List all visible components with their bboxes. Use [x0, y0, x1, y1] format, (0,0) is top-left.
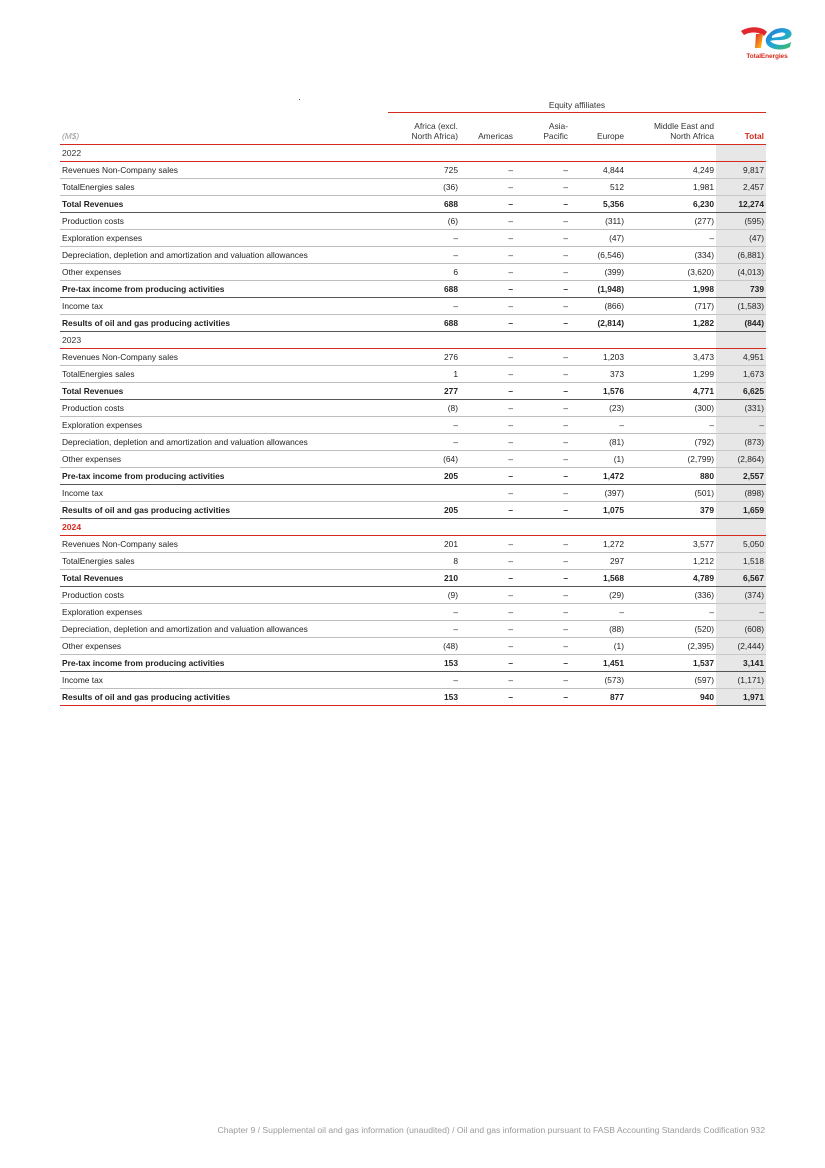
- value-cell: 4,249: [626, 162, 716, 179]
- value-cell: –: [515, 162, 570, 179]
- col-header-americas: [460, 113, 515, 145]
- total-cell: 9,817: [716, 162, 766, 179]
- logo-text: TotalEnergies: [746, 53, 788, 60]
- col-header-line: Africa (excl.: [414, 121, 458, 131]
- col-header-line: Americas: [478, 131, 513, 141]
- value-cell: 210: [388, 570, 460, 587]
- row-label: Production costs: [60, 400, 388, 417]
- value-cell: 940: [626, 689, 716, 706]
- value-cell: –: [460, 485, 515, 502]
- row-label: Income tax: [60, 672, 388, 689]
- table-row: [60, 400, 766, 417]
- total-cell: (331): [716, 400, 766, 417]
- year-header-blank: [570, 332, 626, 349]
- year-header-blank: [460, 519, 515, 536]
- value-cell: –: [388, 230, 460, 247]
- table-row: [60, 485, 766, 502]
- total-cell: 6,567: [716, 570, 766, 587]
- year-header-blank: [570, 519, 626, 536]
- total-cell: 1,673: [716, 366, 766, 383]
- value-cell: –: [515, 366, 570, 383]
- table-row: [60, 536, 766, 553]
- value-cell: (866): [570, 298, 626, 315]
- value-cell: 1,203: [570, 349, 626, 366]
- row-label: TotalEnergies sales: [60, 553, 388, 570]
- value-cell: –: [515, 536, 570, 553]
- value-cell: (520): [626, 621, 716, 638]
- value-cell: (36): [388, 179, 460, 196]
- total-cell: (2,864): [716, 451, 766, 468]
- total-cell: (595): [716, 213, 766, 230]
- row-label: TotalEnergies sales: [60, 179, 388, 196]
- row-label: Exploration expenses: [60, 604, 388, 621]
- row-label: Total Revenues: [60, 383, 388, 400]
- year-label: 2022: [60, 145, 388, 162]
- row-label: Other expenses: [60, 451, 388, 468]
- year-header-blank: [515, 332, 570, 349]
- table-row: [60, 247, 766, 264]
- table-row: [60, 587, 766, 604]
- value-cell: –: [460, 383, 515, 400]
- total-cell: 12,274: [716, 196, 766, 213]
- table-row: [60, 655, 766, 672]
- total-cell: (2,444): [716, 638, 766, 655]
- value-cell: 277: [388, 383, 460, 400]
- year-label: 2024: [60, 519, 388, 536]
- col-header-europe: [570, 113, 626, 145]
- year-header-blank: [716, 519, 766, 536]
- value-cell: –: [515, 655, 570, 672]
- value-cell: –: [460, 366, 515, 383]
- totalenergies-logo-icon: [737, 22, 797, 52]
- col-header-total: [716, 113, 766, 145]
- row-label: Other expenses: [60, 264, 388, 281]
- value-cell: 1,272: [570, 536, 626, 553]
- value-cell: –: [515, 451, 570, 468]
- value-cell: 1,075: [570, 502, 626, 519]
- row-label: TotalEnergies sales: [60, 366, 388, 383]
- value-cell: (792): [626, 434, 716, 451]
- value-cell: –: [460, 672, 515, 689]
- value-cell: (397): [570, 485, 626, 502]
- year-header-row: [60, 519, 766, 536]
- value-cell: –: [515, 315, 570, 332]
- year-header-blank: [388, 332, 460, 349]
- value-cell: –: [515, 689, 570, 706]
- total-cell: (6,881): [716, 247, 766, 264]
- value-cell: –: [460, 655, 515, 672]
- value-cell: –: [460, 502, 515, 519]
- table-row: [60, 689, 766, 706]
- value-cell: (9): [388, 587, 460, 604]
- table-row: [60, 570, 766, 587]
- year-header-blank: [460, 332, 515, 349]
- value-cell: –: [515, 672, 570, 689]
- value-cell: –: [515, 349, 570, 366]
- year-header-row: [60, 145, 766, 162]
- value-cell: 4,789: [626, 570, 716, 587]
- value-cell: 877: [570, 689, 626, 706]
- value-cell: (399): [570, 264, 626, 281]
- value-cell: (2,395): [626, 638, 716, 655]
- value-cell: –: [460, 281, 515, 298]
- col-header-line: North Africa): [411, 131, 458, 141]
- value-cell: –: [515, 230, 570, 247]
- value-cell: (1): [570, 638, 626, 655]
- col-header-line: Pacific: [543, 131, 568, 141]
- row-label: Results of oil and gas producing activities: [60, 689, 388, 706]
- table-row: [60, 672, 766, 689]
- table-body: [60, 145, 766, 706]
- table-row: [60, 196, 766, 213]
- value-cell: –: [515, 553, 570, 570]
- unit-label: (M$): [60, 113, 388, 145]
- value-cell: (48): [388, 638, 460, 655]
- table-row: [60, 349, 766, 366]
- value-cell: –: [388, 621, 460, 638]
- total-cell: (47): [716, 230, 766, 247]
- year-header-blank: [388, 145, 460, 162]
- col-header-asia-pacific: [515, 113, 570, 145]
- value-cell: –: [388, 604, 460, 621]
- row-label: Production costs: [60, 213, 388, 230]
- value-cell: 1,576: [570, 383, 626, 400]
- year-label: 2023: [60, 332, 388, 349]
- table-row: [60, 502, 766, 519]
- value-cell: 1,998: [626, 281, 716, 298]
- col-header-line: Middle East and: [653, 121, 714, 131]
- value-cell: –: [515, 485, 570, 502]
- value-cell: –: [515, 196, 570, 213]
- total-cell: 2,457: [716, 179, 766, 196]
- value-cell: (64): [388, 451, 460, 468]
- value-cell: 880: [626, 468, 716, 485]
- value-cell: –: [460, 417, 515, 434]
- value-cell: –: [460, 247, 515, 264]
- row-label: Total Revenues: [60, 196, 388, 213]
- year-header-blank: [515, 145, 570, 162]
- value-cell: –: [460, 349, 515, 366]
- value-cell: –: [460, 179, 515, 196]
- value-cell: (23): [570, 400, 626, 417]
- value-cell: –: [460, 621, 515, 638]
- table-row: [60, 315, 766, 332]
- value-cell: 1,299: [626, 366, 716, 383]
- table-row: [60, 298, 766, 315]
- table-row: [60, 179, 766, 196]
- value-cell: –: [515, 400, 570, 417]
- value-cell: –: [388, 298, 460, 315]
- value-cell: 1,282: [626, 315, 716, 332]
- value-cell: 153: [388, 655, 460, 672]
- group-header-spacer: [60, 98, 388, 113]
- value-cell: 1,568: [570, 570, 626, 587]
- value-cell: –: [515, 434, 570, 451]
- value-cell: 276: [388, 349, 460, 366]
- total-cell: 6,625: [716, 383, 766, 400]
- value-cell: (2,814): [570, 315, 626, 332]
- value-cell: –: [388, 247, 460, 264]
- value-cell: –: [460, 570, 515, 587]
- value-cell: (300): [626, 400, 716, 417]
- value-cell: 1,472: [570, 468, 626, 485]
- year-header-blank: [716, 332, 766, 349]
- row-label: Production costs: [60, 587, 388, 604]
- table-row: [60, 468, 766, 485]
- row-label: Depreciation, depletion and amortization and valuation allowances: [60, 434, 388, 451]
- value-cell: (277): [626, 213, 716, 230]
- value-cell: –: [515, 587, 570, 604]
- value-cell: –: [515, 247, 570, 264]
- value-cell: (6): [388, 213, 460, 230]
- value-cell: –: [460, 451, 515, 468]
- year-header-blank: [716, 145, 766, 162]
- value-cell: 1,212: [626, 553, 716, 570]
- value-cell: [388, 485, 460, 502]
- value-cell: –: [515, 638, 570, 655]
- row-label: Results of oil and gas producing activities: [60, 502, 388, 519]
- table-row: [60, 451, 766, 468]
- value-cell: (1): [570, 451, 626, 468]
- value-cell: –: [460, 587, 515, 604]
- table-row: [60, 604, 766, 621]
- year-header-blank: [626, 332, 716, 349]
- table-row: [60, 383, 766, 400]
- value-cell: 1: [388, 366, 460, 383]
- row-label: Exploration expenses: [60, 230, 388, 247]
- value-cell: (336): [626, 587, 716, 604]
- year-header-blank: [570, 145, 626, 162]
- row-label: Revenues Non-Company sales: [60, 349, 388, 366]
- value-cell: (6,546): [570, 247, 626, 264]
- value-cell: –: [460, 689, 515, 706]
- page-footer: Chapter 9 / Supplemental oil and gas information (unaudited) / Oil and gas information pursuant to FASB Accounting Standards Codification 932: [217, 1125, 765, 1135]
- row-label: Pre-tax income from producing activities: [60, 655, 388, 672]
- value-cell: 512: [570, 179, 626, 196]
- year-header-blank: [460, 145, 515, 162]
- total-cell: (4,013): [716, 264, 766, 281]
- value-cell: –: [626, 604, 716, 621]
- value-cell: (8): [388, 400, 460, 417]
- value-cell: 3,473: [626, 349, 716, 366]
- value-cell: 688: [388, 315, 460, 332]
- table-row: [60, 434, 766, 451]
- row-label: Pre-tax income from producing activities: [60, 468, 388, 485]
- value-cell: –: [515, 468, 570, 485]
- row-label: Revenues Non-Company sales: [60, 536, 388, 553]
- table-row: [60, 553, 766, 570]
- group-header-label: Equity affiliates: [388, 98, 766, 113]
- value-cell: (1,948): [570, 281, 626, 298]
- value-cell: 379: [626, 502, 716, 519]
- value-cell: –: [515, 264, 570, 281]
- value-cell: (81): [570, 434, 626, 451]
- value-cell: –: [626, 230, 716, 247]
- value-cell: –: [460, 638, 515, 655]
- total-cell: (844): [716, 315, 766, 332]
- value-cell: –: [515, 621, 570, 638]
- total-cell: (1,171): [716, 672, 766, 689]
- value-cell: –: [460, 298, 515, 315]
- total-cell: (374): [716, 587, 766, 604]
- total-cell: 2,557: [716, 468, 766, 485]
- value-cell: 6,230: [626, 196, 716, 213]
- value-cell: –: [515, 179, 570, 196]
- table-row: [60, 264, 766, 281]
- value-cell: –: [515, 383, 570, 400]
- value-cell: –: [460, 264, 515, 281]
- value-cell: (573): [570, 672, 626, 689]
- table-row: [60, 213, 766, 230]
- value-cell: 1,451: [570, 655, 626, 672]
- group-header-row: [60, 98, 766, 113]
- value-cell: –: [388, 434, 460, 451]
- value-cell: (2,799): [626, 451, 716, 468]
- value-cell: –: [460, 468, 515, 485]
- value-cell: –: [460, 315, 515, 332]
- row-label: Exploration expenses: [60, 417, 388, 434]
- value-cell: 688: [388, 281, 460, 298]
- value-cell: 205: [388, 502, 460, 519]
- value-cell: 6: [388, 264, 460, 281]
- value-cell: 4,844: [570, 162, 626, 179]
- col-header-middle-east: [626, 113, 716, 145]
- table-row: [60, 162, 766, 179]
- row-label: Results of oil and gas producing activities: [60, 315, 388, 332]
- col-header-africa: [388, 113, 460, 145]
- value-cell: 201: [388, 536, 460, 553]
- total-cell: –: [716, 417, 766, 434]
- value-cell: (334): [626, 247, 716, 264]
- row-label: Other expenses: [60, 638, 388, 655]
- value-cell: –: [515, 570, 570, 587]
- value-cell: –: [515, 298, 570, 315]
- total-cell: 3,141: [716, 655, 766, 672]
- row-label: Total Revenues: [60, 570, 388, 587]
- value-cell: –: [515, 604, 570, 621]
- row-label: Depreciation, depletion and amortization and valuation allowances: [60, 621, 388, 638]
- value-cell: (3,620): [626, 264, 716, 281]
- column-header-row: [60, 113, 766, 145]
- value-cell: 297: [570, 553, 626, 570]
- value-cell: 1,537: [626, 655, 716, 672]
- value-cell: –: [515, 417, 570, 434]
- row-label: Depreciation, depletion and amortization and valuation allowances: [60, 247, 388, 264]
- year-header-blank: [626, 145, 716, 162]
- value-cell: 4,771: [626, 383, 716, 400]
- value-cell: 688: [388, 196, 460, 213]
- col-header-line: Asia-: [548, 121, 568, 131]
- year-header-row: [60, 332, 766, 349]
- value-cell: 3,577: [626, 536, 716, 553]
- value-cell: –: [460, 553, 515, 570]
- year-header-blank: [626, 519, 716, 536]
- table-row: [60, 638, 766, 655]
- value-cell: –: [515, 281, 570, 298]
- value-cell: –: [460, 434, 515, 451]
- value-cell: (597): [626, 672, 716, 689]
- value-cell: (47): [570, 230, 626, 247]
- total-cell: (608): [716, 621, 766, 638]
- total-cell: 1,518: [716, 553, 766, 570]
- table-row: [60, 281, 766, 298]
- row-label: Income tax: [60, 485, 388, 502]
- table-row: [60, 621, 766, 638]
- value-cell: 205: [388, 468, 460, 485]
- value-cell: –: [388, 417, 460, 434]
- value-cell: 153: [388, 689, 460, 706]
- value-cell: 725: [388, 162, 460, 179]
- value-cell: 5,356: [570, 196, 626, 213]
- value-cell: –: [515, 213, 570, 230]
- value-cell: (311): [570, 213, 626, 230]
- value-cell: –: [460, 213, 515, 230]
- value-cell: (501): [626, 485, 716, 502]
- total-cell: 1,971: [716, 689, 766, 706]
- value-cell: 8: [388, 553, 460, 570]
- value-cell: (88): [570, 621, 626, 638]
- col-header-line: Europe: [596, 131, 624, 141]
- year-header-blank: [515, 519, 570, 536]
- value-cell: –: [515, 502, 570, 519]
- value-cell: –: [570, 417, 626, 434]
- table-row: [60, 417, 766, 434]
- value-cell: 1,981: [626, 179, 716, 196]
- value-cell: –: [460, 196, 515, 213]
- col-header-line: North Africa: [670, 131, 714, 141]
- total-cell: 4,951: [716, 349, 766, 366]
- table-row: [60, 230, 766, 247]
- row-label: Revenues Non-Company sales: [60, 162, 388, 179]
- total-cell: 739: [716, 281, 766, 298]
- value-cell: –: [460, 604, 515, 621]
- total-cell: (873): [716, 434, 766, 451]
- row-label: Pre-tax income from producing activities: [60, 281, 388, 298]
- equity-affiliates-table: [60, 98, 766, 706]
- value-cell: 373: [570, 366, 626, 383]
- value-cell: –: [460, 536, 515, 553]
- total-cell: 1,659: [716, 502, 766, 519]
- total-cell: (898): [716, 485, 766, 502]
- total-cell: 5,050: [716, 536, 766, 553]
- brand-logo: [737, 22, 797, 60]
- value-cell: –: [460, 230, 515, 247]
- value-cell: –: [570, 604, 626, 621]
- value-cell: –: [626, 417, 716, 434]
- value-cell: –: [388, 672, 460, 689]
- row-label: Income tax: [60, 298, 388, 315]
- value-cell: (29): [570, 587, 626, 604]
- value-cell: –: [460, 400, 515, 417]
- value-cell: (717): [626, 298, 716, 315]
- col-header-line: Total: [744, 131, 764, 141]
- value-cell: –: [460, 162, 515, 179]
- table-row: [60, 366, 766, 383]
- total-cell: –: [716, 604, 766, 621]
- total-cell: (1,583): [716, 298, 766, 315]
- year-header-blank: [388, 519, 460, 536]
